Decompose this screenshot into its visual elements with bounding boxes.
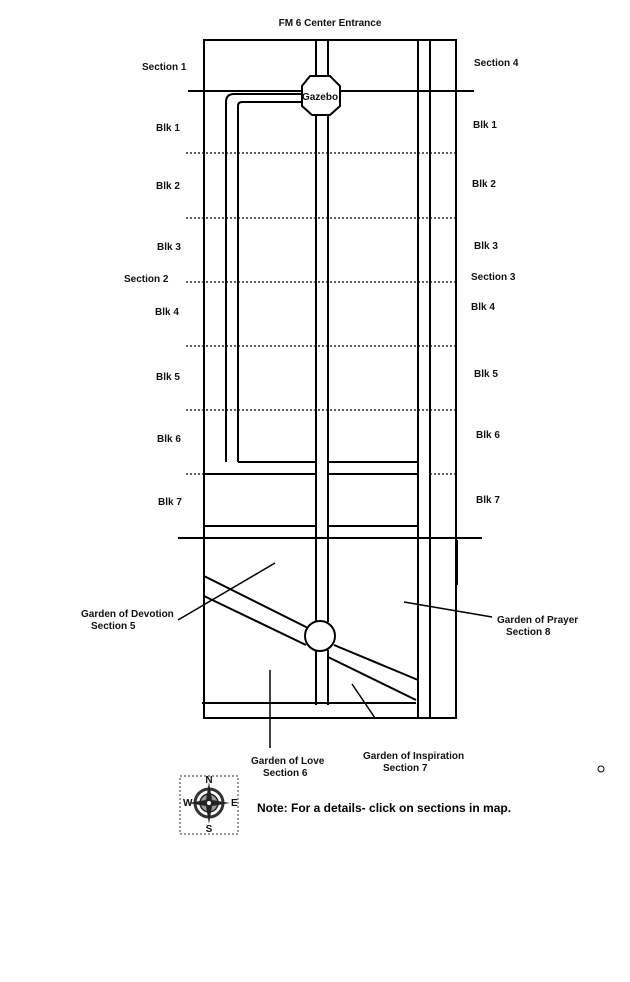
gazebo-label: Gazebo (301, 92, 339, 103)
label-left-blk-3: Blk 3 (157, 242, 181, 253)
label-left-blk-6: Blk 6 (157, 434, 181, 445)
label-garden-devotion: Garden of Devotion (81, 609, 174, 620)
label-right-blk-7: Blk 7 (476, 495, 500, 506)
label-section-6: Section 6 (263, 768, 308, 779)
label-left-blk-2: Blk 2 (156, 181, 180, 192)
section-8-area[interactable] (330, 540, 418, 650)
compass-w: W (183, 798, 193, 809)
label-garden-prayer: Garden of Prayer (497, 615, 579, 626)
label-section-8: Section 8 (506, 627, 551, 638)
section-3-area[interactable] (330, 280, 456, 530)
map-note: Note: For a details- click on sections in map. (257, 801, 512, 815)
label-garden-inspiration: Garden of Inspiration (363, 751, 465, 762)
label-section-3: Section 3 (471, 272, 516, 283)
label-left-blk-1: Blk 1 (156, 123, 180, 134)
section-7-area[interactable] (330, 650, 418, 718)
label-right-blk-4: Blk 4 (471, 302, 495, 313)
label-left-blk-4: Blk 4 (155, 307, 179, 318)
compass-icon (180, 775, 238, 835)
label-right-blk-5: Blk 5 (474, 369, 498, 380)
label-section-5: Section 5 (91, 621, 136, 632)
section-1-area[interactable] (204, 40, 316, 280)
section-4-area[interactable] (330, 40, 456, 280)
label-section-2: Section 2 (124, 274, 169, 285)
label-section-1: Section 1 (142, 62, 187, 73)
label-left-blk-5: Blk 5 (156, 372, 180, 383)
compass-s: S (205, 824, 213, 835)
map-title: FM 6 Center Entrance (278, 18, 382, 29)
section-5-area[interactable] (204, 540, 316, 640)
compass-e: E (231, 798, 238, 809)
garden-circle (305, 621, 335, 651)
section-6-area[interactable] (204, 640, 316, 718)
label-right-blk-2: Blk 2 (472, 179, 496, 190)
label-garden-love: Garden of Love (251, 756, 325, 767)
label-right-blk-3: Blk 3 (474, 241, 498, 252)
label-section-7: Section 7 (383, 763, 428, 774)
label-section-4: Section 4 (474, 58, 519, 69)
compass-n: N (205, 775, 213, 786)
label-left-blk-7: Blk 7 (158, 497, 182, 508)
section-2-area[interactable] (204, 280, 316, 530)
label-right-blk-6: Blk 6 (476, 430, 500, 441)
small-marker-circle (598, 766, 604, 772)
label-right-blk-1: Blk 1 (473, 120, 497, 131)
